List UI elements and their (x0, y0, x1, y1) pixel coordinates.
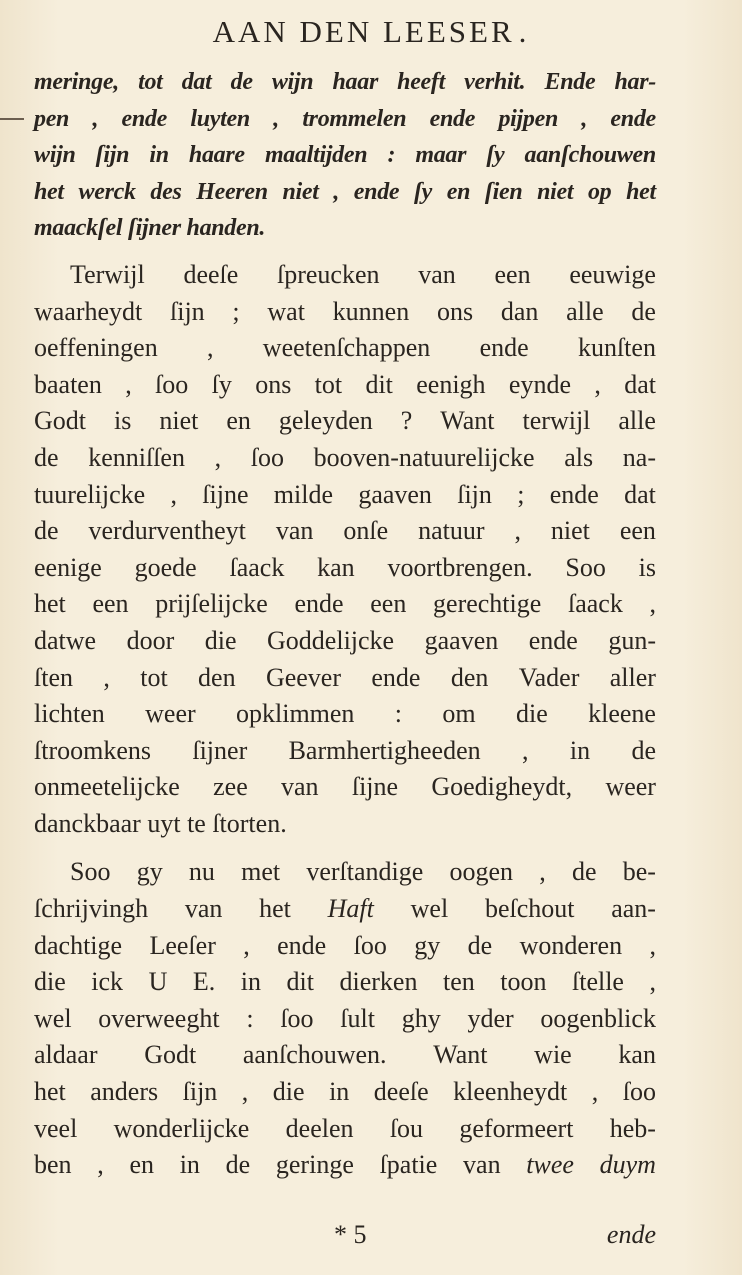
catchword: ende (606, 1220, 656, 1249)
text-line: onmeetelijcke zee van ſijne Goedigheydt, weer (34, 772, 656, 802)
text-line: de kenniſſen , ſoo booven-natuurelijcke als na- (34, 442, 656, 472)
running-head-title: AAN DEN LEESER (212, 14, 515, 49)
margin-rule (0, 118, 24, 120)
text-line: veel wonderlijcke deelen ſou geformeert heb- (34, 1113, 656, 1143)
text-line: meringe, tot dat de wijn haar heeft verhit. Ende har- (34, 69, 656, 95)
text-line: het een prijſelijcke ende een gerechtige ſaack , (34, 589, 656, 619)
text-line: maackſel ſijner handen. (34, 215, 266, 242)
running-head-period: . (518, 14, 530, 49)
text-line: wijn ſijn in haare maaltijden : maar ſy aanſchouwen (34, 142, 656, 169)
text-line: ben , en in de geringe ſpatie van twee duym (34, 1150, 656, 1180)
text-line: wel overweeght : ſoo ſult ghy yder oogenblick (34, 1003, 656, 1033)
text-line: de verdurventheyt van onſe natuur , niet een (34, 516, 656, 546)
text-line: eenige goede ſaack kan voortbrengen. Soo is (34, 552, 656, 582)
text-line: ſtroomkens ſijner Barmhertigheeden , in de (34, 735, 656, 765)
text-line: het werck des Heeren niet , ende ſy en ſien niet op het (34, 178, 656, 205)
text-line: ſten , tot den Geever ende den Vader aller (34, 662, 656, 692)
text-line: het anders ſijn , die in deeſe kleenheydt , ſoo (34, 1077, 656, 1107)
text-line: ſchrijvingh van het Haft wel beſchout aan- (34, 894, 656, 924)
text-line: dachtige Leeſer , ende ſoo gy de wonderen , (34, 930, 656, 960)
text-line: danckbaar uyt te ſtorten. (34, 808, 287, 838)
paragraph-terwijl (34, 257, 656, 843)
text-line: lichten weer opklimmen : om die kleene (34, 699, 656, 729)
signature-mark: * 5 (334, 1220, 367, 1249)
text-line: Godt is niet en geleyden ? Want terwijl alle (34, 406, 656, 436)
text-line: Terwijl deeſe ſpreucken van een eeuwige (70, 259, 656, 289)
quotation-paragraph (34, 64, 656, 247)
text-line: baaten , ſoo ſy ons tot dit eenigh eynde , dat (34, 369, 656, 399)
text-line: waarheydt ſijn ; wat kunnen ons dan alle de (34, 296, 656, 326)
body-text (34, 64, 656, 1184)
text-line: Soo gy nu met verſtandige oogen , de be- (70, 857, 656, 887)
page-footer (34, 1220, 656, 1260)
running-head (0, 14, 742, 50)
text-line: datwe door die Goddelijcke gaaven ende gun- (34, 625, 656, 655)
text-line: die ick U E. in dit dierken ten toon ſtelle , (34, 967, 656, 997)
text-line: aldaar Godt aanſchouwen. Want wie kan (34, 1040, 656, 1070)
text-line: oeffeningen , weetenſchappen ende kunſten (34, 333, 656, 363)
paragraph-soo-gy (34, 854, 656, 1183)
text-line: pen , ende luyten , trommelen ende pijpen , ende (34, 105, 656, 132)
text-line: tuurelijcke , ſijne milde gaaven ſijn ; ende dat (34, 479, 656, 509)
